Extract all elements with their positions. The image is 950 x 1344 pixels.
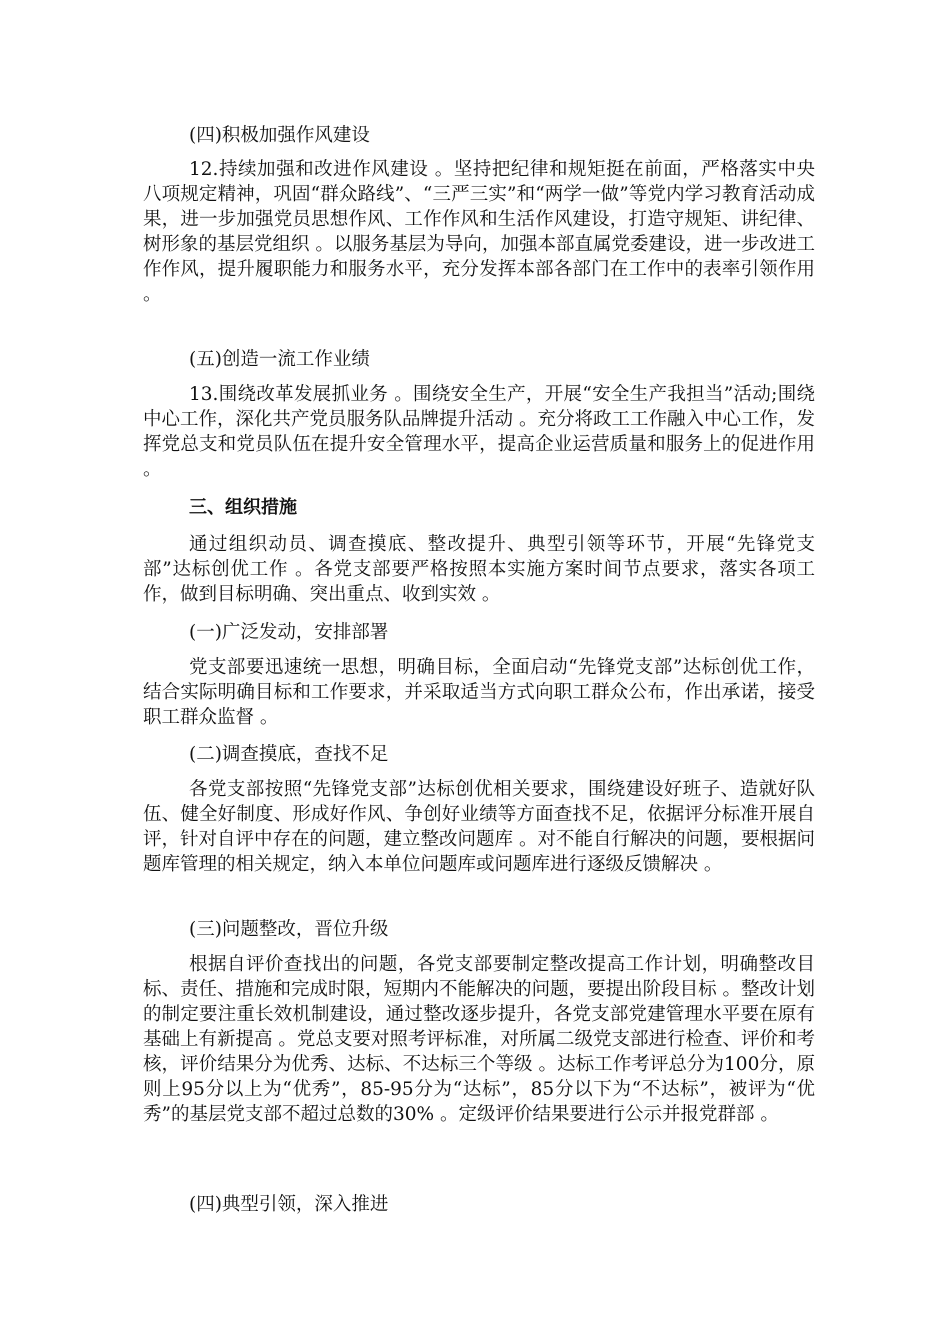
- subheading-mobilize: (一)广泛发动，安排部署: [189, 622, 389, 643]
- subheading-rectify: (三)问题整改，晋位升级: [189, 919, 389, 940]
- paragraph-13: 13.围绕改革发展抓业务 。围绕安全生产，开展“安全生产我担当”活动;围绕中心工作，深化共产党员服务队品牌提升活动 。充分将政工工作融入中心工作，发挥党总支和党员队伍在提升安全管理水平，提高企业运营质量和服务上的促进作用 。: [143, 384, 815, 480]
- section-heading-style-building: (四)积极加强作风建设: [189, 125, 370, 146]
- paragraph-investigate: 各党支部按照“先锋党支部”达标创优相关要求，围绕建设好班子、造就好队伍、健全好制度、形成好作风、争创好业绩等方面查找不足，依据评分标准开展自评，针对自评中存在的问题，建立整改问题库 。对不能自行解决的问题，要根据问题库管理的相关规定，纳入本单位问题库或问题库进行逐级反馈解决 。: [143, 779, 815, 875]
- paragraph-12: 12.持续加强和改进作风建设 。坚持把纪律和规矩挺在前面，严格落实中央八项规定精神，巩固“群众路线”、“三严三实”和“两学一做”等党内学习教育活动成果，进一步加强党员思想作风、工作作风和生活作风建设，打造守规矩、讲纪律、树形象的基层党组织 。以服务基层为导向，加强本部直属党委建设，进一步改进工作作风，提升履职能力和服务水平，充分发挥本部各部门在工作中的表率引领作用 。: [143, 159, 815, 305]
- paragraph-mobilize: 党支部要迅速统一思想，明确目标，全面启动“先锋党支部”达标创优工作，结合实际明确目标和工作要求，并采取适当方式向职工群众公布，作出承诺，接受职工群众监督 。: [143, 657, 815, 728]
- paragraph-intro: 通过组织动员、调查摸底、整改提升、典型引领等环节，开展“先锋党支部”达标创优工作 。各党支部要严格按照本实施方案时间节点要求，落实各项工作，做到目标明确、突出重点、收到实效 。: [143, 534, 815, 605]
- paragraph-rectify: 根据自评价查找出的问题，各党支部要制定整改提高工作计划，明确整改目标、责任、措施和完成时限，短期内不能解决的问题，要提出阶段目标 。整改计划的制定要注重长效机制建设，通过整改逐步提升，各党支部党建管理水平要在原有基础上有新提高 。党总支要对照考评标准，对所属二级党支部进行检查、评价和考核，评价结果分为优秀、达标、不达标三个等级 。达标工作考评总分为100分，原则上95分以上为“优秀”，85-95分为“达标”，85分以下为“不达标”，被评为“优秀”的基层党支部不超过总数的30% 。定级评价结果要进行公示并报党群部 。: [143, 954, 815, 1125]
- subheading-lead: (四)典型引领，深入推进: [189, 1194, 389, 1215]
- section-heading-organization: 三、组织措施: [189, 497, 297, 518]
- subheading-investigate: (二)调查摸底，查找不足: [189, 744, 389, 765]
- section-heading-performance: (五)创造一流工作业绩: [189, 349, 370, 370]
